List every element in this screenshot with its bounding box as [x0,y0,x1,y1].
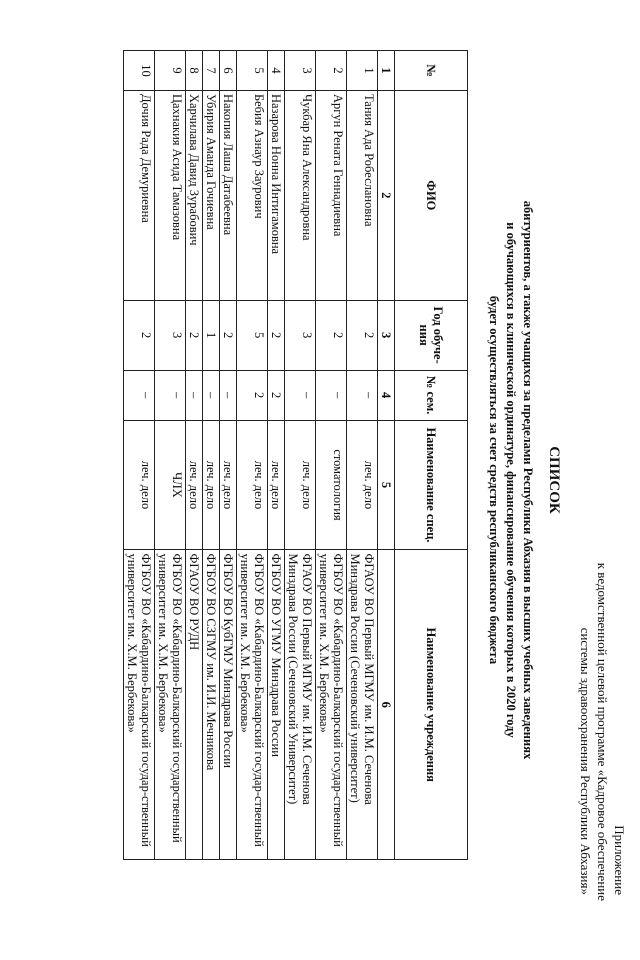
table-row [237,51,268,860]
student-name: Харчилава Давид Зурабович [186,90,203,300]
table-row [203,51,220,860]
header-institution: Наименование учреждения [395,550,468,860]
table-row [155,51,186,860]
institution: ФГБОУ ВО «Кабардино-Балкарский государ-ственный университет им. Х.М. Бербекова» [237,550,268,860]
institution: ФГБОУ ВО «Кабардино-Балкарский государ-ственный университет им. Х.М. Бербекова» [124,550,155,860]
study-year: 1 [203,300,220,370]
row-number: 10 [124,51,155,91]
semester: – [220,370,237,420]
student-name: Назарова Нонна Интигамовна [268,90,285,300]
specialty: леч. дело [186,420,203,550]
semester: – [186,370,203,420]
institution: ФГБОУ ВО «Кабардино-Балкарский государ-ственный университет им. Х.М. Бербекова» [316,550,347,860]
semester: 2 [268,370,285,420]
semester: 2 [237,370,268,420]
institution: ФГБОУ ВО УГМУ Минздрава России [268,550,285,860]
specialty: ЧЛХ [155,420,186,550]
row-number: 2 [316,51,347,91]
student-name: Аргун Рената Геннадиевна [316,90,347,300]
header-semester: № сем. [395,370,468,420]
student-name: Бебия Азнаур Заурович [237,90,268,300]
table-row [316,51,347,860]
student-name: Тания Ада Робеслановна [347,90,378,300]
document-title: СПИСОК [546,446,562,514]
specialty: леч. дело [203,420,220,550]
header-number: № [395,51,468,91]
table-body [124,51,378,860]
column-number: 4 [378,370,395,420]
table-row [285,51,316,860]
row-number: 1 [347,51,378,91]
study-year: 2 [220,300,237,370]
student-name: Чукбар Яна Александровна [285,90,316,300]
student-name: Дочия Рада Демуриевна [124,90,155,300]
institution: ФГАОУ ВО РУДН [186,550,203,860]
table-header-row [395,51,468,860]
specialty: леч. дело [124,420,155,550]
subtitle-line: и обучающихся в клинической ординатуре, финансирование обучения которых в 2020 году [504,222,518,738]
table-row [347,51,378,860]
study-year: 5 [237,300,268,370]
column-number: 6 [378,550,395,860]
study-year: 2 [268,300,285,370]
table-row [124,51,155,860]
column-number: 3 [378,300,395,370]
students-table [123,50,468,860]
semester: – [124,370,155,420]
specialty: стоматология [316,420,347,550]
specialty: леч. дело [237,420,268,550]
semester: – [316,370,347,420]
header-specialty: Наименование спец. [395,420,468,550]
row-number: 3 [285,51,316,91]
study-year: 2 [316,300,347,370]
study-year: 2 [186,300,203,370]
institution: ФГАОУ ВО Первый МГМУ им. И.М. Сеченова Минздрава России (Сеченовский Университет) [285,550,316,860]
subtitle-line: будет осуществляться за счет средств республиканского бюджета [487,295,501,665]
student-name: Цахнакия Асида Тамазовна [155,90,186,300]
specialty: леч. дело [347,420,378,550]
row-number: 9 [155,51,186,91]
row-number: 7 [203,51,220,91]
column-number-row [378,51,395,860]
semester: – [285,370,316,420]
institution: ФГБОУ ВО КубГМУ Минздрава России [220,550,237,860]
document-subtitle [485,0,536,960]
header-name: ФИО [395,90,468,300]
specialty: леч. дело [268,420,285,550]
specialty: леч. дело [220,420,237,550]
row-number: 8 [186,51,203,91]
row-number: 5 [237,51,268,91]
row-number: 6 [220,51,237,91]
appendix-line: системы здравоохранения Республики Абхазия» [578,627,593,895]
table-row [268,51,285,860]
institution: ФГБОУ ВО СЗГМУ им. И.И. Мечникова [203,550,220,860]
appendix-label: Приложение [612,825,627,895]
subtitle-line: абитуриентов, а также учащихся за пределами Республики Абхазия в высших учебных заведениях [521,200,535,760]
appendix-line: к ведомственной целевой программе «Кадровое обеспечение [595,562,610,901]
study-year: 3 [155,300,186,370]
header-year: Год обуче-ния [395,300,468,370]
study-year: 3 [285,300,316,370]
study-year: 2 [347,300,378,370]
semester: – [347,370,378,420]
column-number: 1 [378,51,395,91]
table-row [186,51,203,860]
institution: ФГБОУ ВО «Кабардино-Балкарский государственный университет им. Х.М. Бербекова» [155,550,186,860]
specialty: леч. дело [285,420,316,550]
semester: – [155,370,186,420]
column-number: 5 [378,420,395,550]
student-name: Накопия Лаша Датабеевна [220,90,237,300]
row-number: 4 [268,51,285,91]
study-year: 2 [124,300,155,370]
column-number: 2 [378,90,395,300]
student-name: Убирия Аманда Гочиевна [203,90,220,300]
table-row [220,51,237,860]
institution: ФГАОУ ВО Первый МГМУ им. И.М. Сеченова Минздрава России (Сеченовский университет) [347,550,378,860]
semester: – [203,370,220,420]
